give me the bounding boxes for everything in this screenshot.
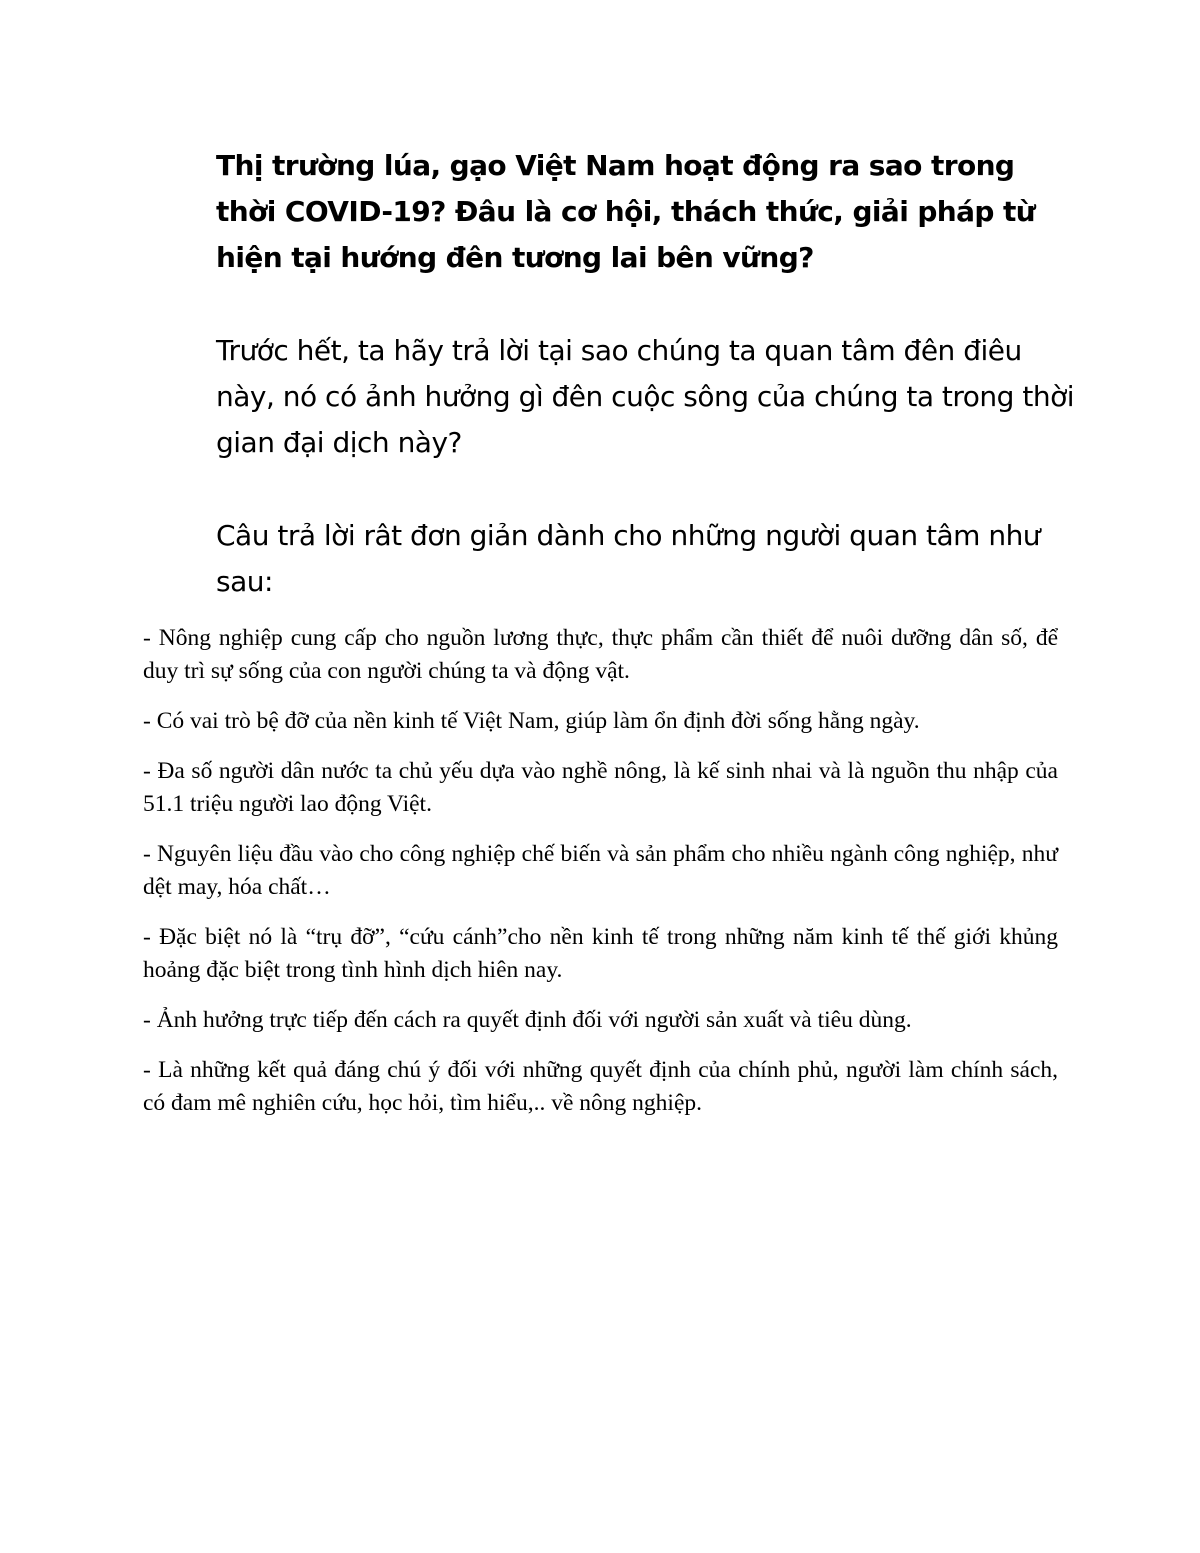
list-item: - Nông nghiệp cung cấp cho nguồn lương thực, thực phẩm cần thiết để nuôi dưỡng dân số, để duy trì sự sống của con người chúng ta và động vật. xyxy=(143,625,1058,684)
answer-intro-paragraph: Câu trả lời rât đơn giản dành cho những người quan tâm như sau: xyxy=(216,519,1041,598)
list-item: - Ảnh hưởng trực tiếp đến cách ra quyết định đối với người sản xuất và tiêu dùng. xyxy=(143,1007,912,1033)
list-item: - Đa số người dân nước ta chủ yếu dựa vào nghề nông, là kế sinh nhai và là nguồn thu nhập của 51.1 triệu người lao động Việt. xyxy=(143,758,1058,817)
list-item: - Là những kết quả đáng chú ý đối với những quyết định của chính phủ, người làm chính sách, có đam mê nghiên cứu, học hỏi, tìm hiểu,.. về nông nghiệp. xyxy=(143,1057,1058,1116)
list-item: - Đặc biệt nó là “trụ đỡ”, “cứu cánh”cho nền kinh tế trong những năm kinh tế thế giới khủng hoảng đặc biệt trong tình hình dịch hiên nay. xyxy=(143,924,1058,983)
document-title: Thị trường lúa, gạo Việt Nam hoạt động ra sao trong thời COVID-19? Đâu là cơ hội, thách thức, giải pháp từ hiện tại hướng đên tương lai bên vững? xyxy=(216,149,1036,274)
list-item: - Có vai trò bệ đỡ của nền kinh tế Việt Nam, giúp làm ổn định đời sống hằng ngày. xyxy=(143,708,920,734)
list-item: - Nguyên liệu đầu vào cho công nghiệp chế biến và sản phẩm cho nhiều ngành công nghiệp, như dệt may, hóa chất… xyxy=(143,841,1058,900)
intro-paragraph: Trước hết, ta hãy trả lời tại sao chúng ta quan tâm đên điêu này, nó có ảnh hưởng gì đên cuộc sông của chúng ta trong thời gian đại dịch này? xyxy=(216,334,1074,459)
bullet-list xyxy=(143,622,1058,1137)
